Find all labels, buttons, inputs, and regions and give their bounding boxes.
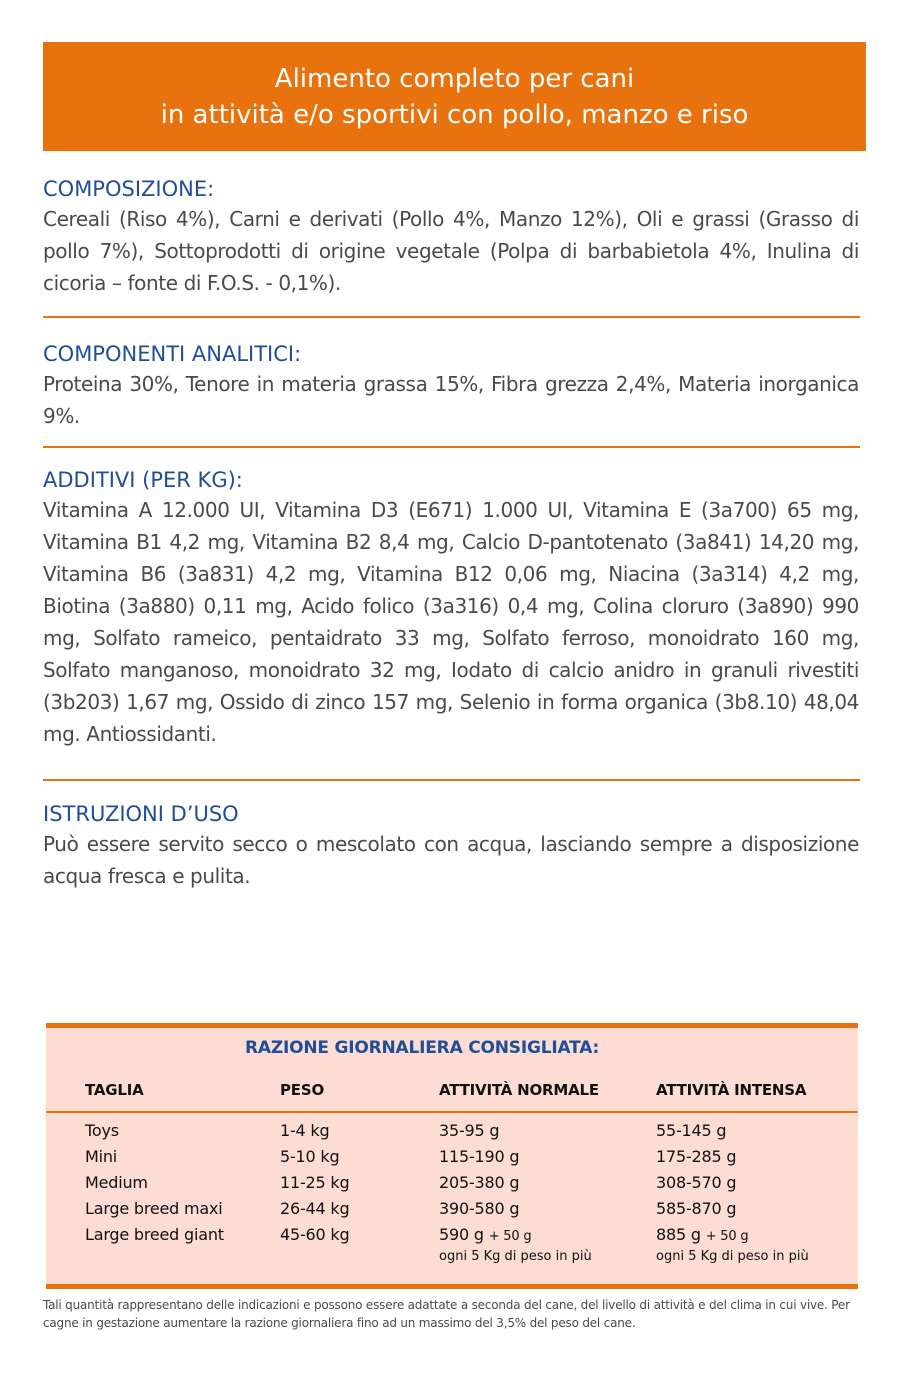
divider: [43, 446, 860, 448]
cell-size: Mini: [85, 1147, 118, 1166]
section-body: Cereali (Riso 4%), Carni e derivati (Pollo 4%, Manzo 12%), Oli e grassi (Grasso di pollo 7%), Sottoprodotti di origine vegetale (Polpa di barbabietola 4%, Inulina di cicoria – fonte di F.O.S. - 0,1%).: [43, 207, 859, 295]
cell-size: Medium: [85, 1173, 148, 1192]
section-componenti-analitici: [43, 340, 859, 432]
divider: [43, 316, 860, 318]
table-row: [46, 1173, 858, 1199]
table-row: [46, 1225, 858, 1251]
cell-normal: 205-380 g: [439, 1173, 520, 1192]
section-title: ADDITIVI (PER KG):: [43, 468, 243, 492]
section-composizione: [43, 175, 859, 299]
cell-size: Large breed giant: [85, 1225, 224, 1244]
col-header-weight: PESO: [280, 1081, 324, 1099]
cell-intense: [656, 1225, 748, 1244]
daily-ration-table: [46, 1023, 858, 1289]
cell-normal: 35-95 g: [439, 1121, 500, 1140]
cell-weight: 26-44 kg: [280, 1199, 350, 1218]
col-header-intense: ATTIVITÀ INTENSA: [656, 1081, 807, 1099]
footnote: Tali quantità rappresentano delle indicazioni e possono essere adattate a seconda del cane, del livello di attività e del clima in cui vive. Per cagne in gestazione aumentare la razione giornaliera fino ad un massimo del 3,5% del peso del cane.: [43, 1298, 850, 1330]
col-header-size: TAGLIA: [85, 1081, 144, 1099]
cell-intense: 55-145 g: [656, 1121, 727, 1140]
ration-title: RAZIONE GIORNALIERA CONSIGLIATA:: [245, 1038, 600, 1058]
header-line-2: in attività e/o sportivi con pollo, manzo e riso: [160, 99, 749, 130]
header-divider: [46, 1111, 858, 1113]
extra-note-intense: ogni 5 Kg di peso in più: [656, 1249, 809, 1264]
cell-weight: 45-60 kg: [280, 1225, 350, 1244]
cell-intense-extra: + 50 g: [705, 1229, 749, 1244]
cell-normal-value: 590 g: [439, 1225, 484, 1244]
cell-weight: 5-10 kg: [280, 1147, 340, 1166]
table-row: [46, 1199, 858, 1225]
cell-normal: [439, 1225, 531, 1244]
cell-intense: 585-870 g: [656, 1199, 737, 1218]
cell-normal-extra: + 50 g: [488, 1229, 532, 1244]
section-additivi: [43, 466, 859, 750]
cell-normal: 390-580 g: [439, 1199, 520, 1218]
section-title: COMPONENTI ANALITICI:: [43, 342, 302, 366]
cell-weight: 1-4 kg: [280, 1121, 330, 1140]
section-body: Vitamina A 12.000 UI, Vitamina D3 (E671) 1.000 UI, Vitamina E (3a700) 65 mg, Vitamina B1 4,2 mg, Vitamina B2 8,4 mg, Calcio D-pantotenato (3a841) 14,20 mg, Vitamina B6 (3a831) 4,2 mg, Vitamina B12 0,06 mg, Niacina (3a314) 4,2 mg, Biotina (3a880) 0,11 mg, Acido folico (3a316) 0,4 mg, Colina cloruro (3a890) 990 mg, Solfato rameico, pentaidrato 33 mg, Solfato ferroso, monoidrato 160 mg, Solfato manganoso, monoidrato 32 mg, Iodato di calcio anidro in granuli rivestiti (3b203) 1,67 mg, Ossido di zinco 157 mg, Selenio in forma organica (3b8.10) 48,04 mg. Antiossidanti.: [43, 498, 859, 746]
section-body: Proteina 30%, Tenore in materia grassa 15%, Fibra grezza 2,4%, Materia inorganica 9%.: [43, 372, 859, 428]
cell-size: Large breed maxi: [85, 1199, 223, 1218]
cell-weight: 11-25 kg: [280, 1173, 350, 1192]
section-title: ISTRUZIONI D’USO: [43, 802, 239, 826]
extra-note-normal: ogni 5 Kg di peso in più: [439, 1249, 592, 1264]
cell-size: Toys: [85, 1121, 119, 1140]
cell-intense-value: 885 g: [656, 1225, 701, 1244]
header-line-1: Alimento completo per cani: [274, 63, 635, 94]
table-row: [46, 1147, 858, 1173]
cell-normal: 115-190 g: [439, 1147, 520, 1166]
cell-intense: 175-285 g: [656, 1147, 737, 1166]
section-title: COMPOSIZIONE:: [43, 177, 215, 201]
table-row: [46, 1121, 858, 1147]
section-body: Può essere servito secco o mescolato con acqua, lasciando sempre a disposizione acqua fresca e pulita.: [43, 832, 859, 888]
divider: [43, 779, 860, 781]
product-header: [43, 42, 866, 151]
section-istruzioni-uso: [43, 800, 859, 892]
col-header-normal: ATTIVITÀ NORMALE: [439, 1081, 599, 1099]
cell-intense: 308-570 g: [656, 1173, 737, 1192]
